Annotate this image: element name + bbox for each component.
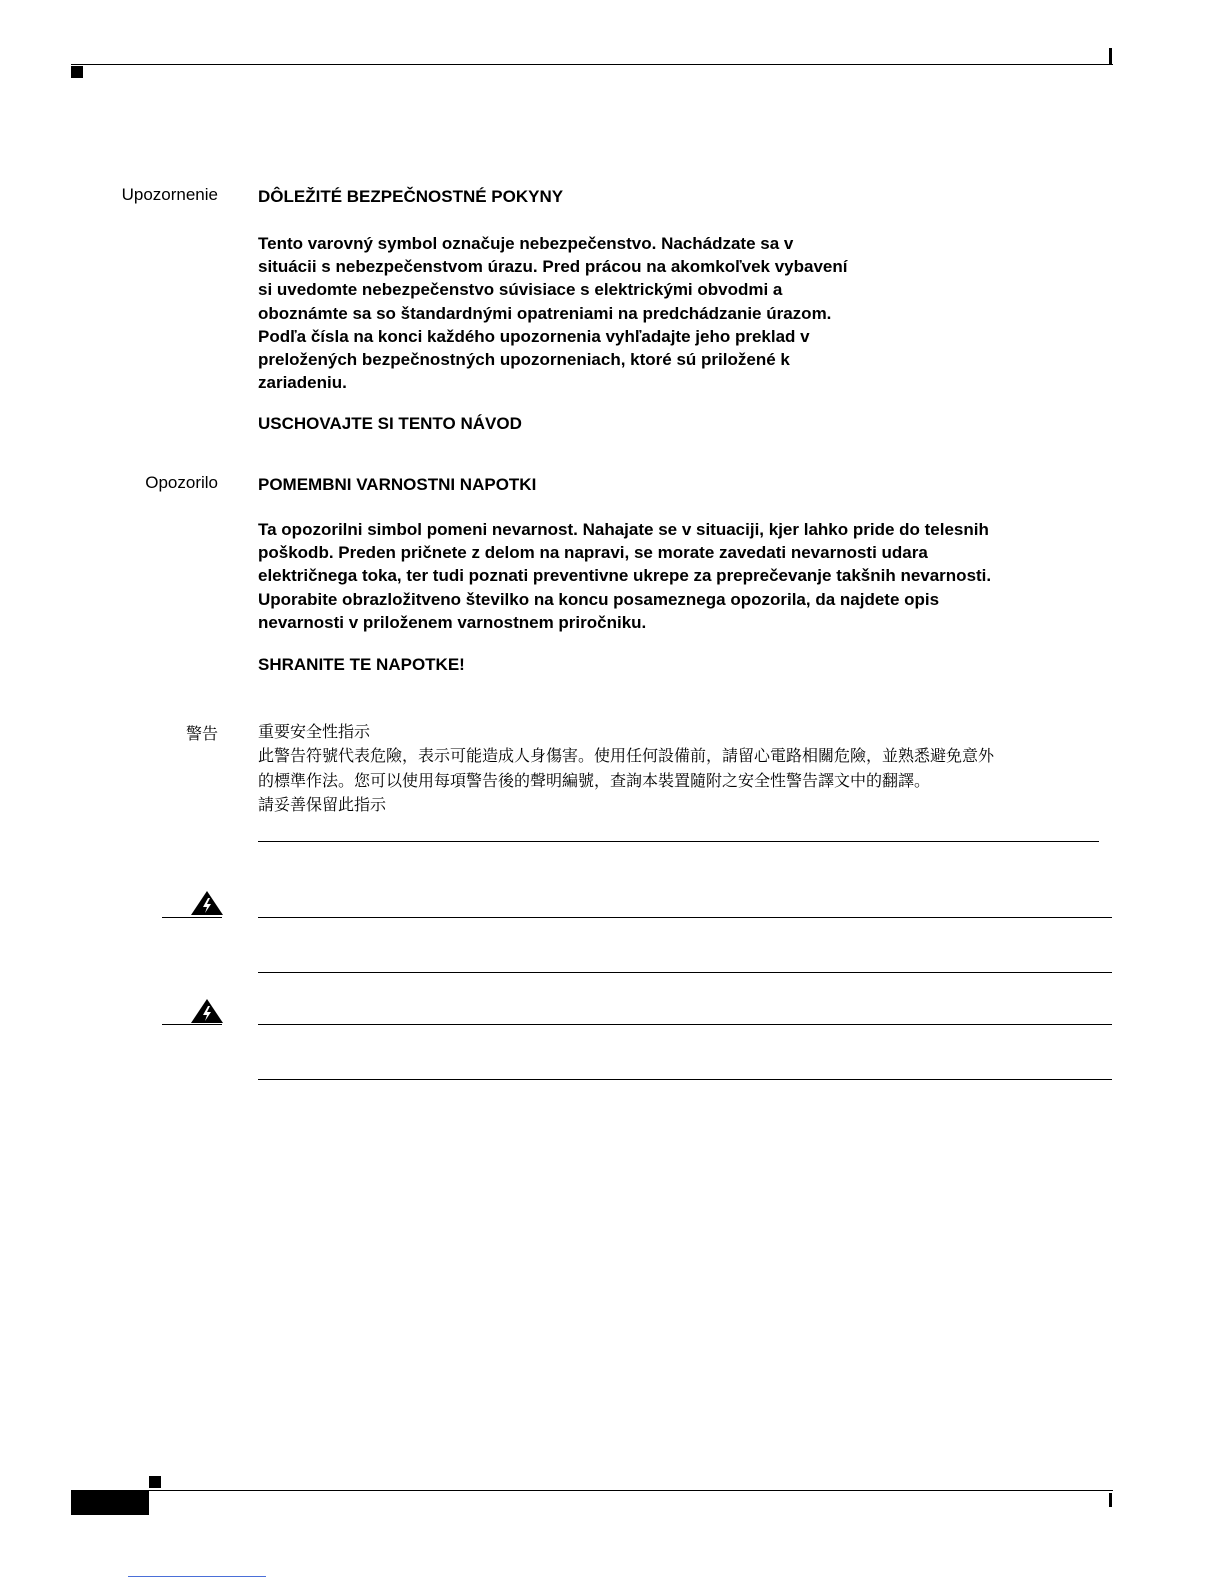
body-line: 此警告符號代表危險，表示可能造成人身傷害。使用任何設備前，請留心電路相關危險，並熟悉避免意外 bbox=[258, 746, 995, 766]
warning-label-rule bbox=[162, 1024, 222, 1025]
body-line: preložených bezpečnostných upozorneniach, ktoré sú priložené k bbox=[258, 350, 790, 370]
header-right-tick bbox=[1109, 48, 1112, 64]
footer-page-tab bbox=[71, 1491, 149, 1515]
body-line: si uvedomte nebezpečenstvo súvisiace s elektrickými obvodmi a bbox=[258, 280, 783, 300]
footer-rule bbox=[71, 1490, 1113, 1491]
body-line: 請妥善保留此指示 bbox=[258, 794, 387, 814]
warning-triangle-icon bbox=[190, 890, 224, 916]
warning-bottom-rule bbox=[258, 1079, 1112, 1080]
footer-right-tick bbox=[1109, 1493, 1112, 1507]
body-line: Tento varovný symbol označuje nebezpečenstvo. Nachádzate sa v bbox=[258, 234, 794, 253]
warning-bottom-rule bbox=[258, 972, 1112, 973]
section-label-slovenian: Opozorilo bbox=[145, 473, 218, 492]
body-line: 重要安全性指示 bbox=[258, 722, 371, 741]
warning-triangle-icon bbox=[190, 998, 224, 1024]
body-line: 的標準作法。您可以使用每項警告後的聲明編號，查詢本裝置隨附之安全性警告譯文中的翻譯。 bbox=[258, 770, 931, 790]
section-footer-slovak: USCHOVAJTE SI TENTO NÁVOD bbox=[258, 414, 522, 433]
section-body-slovenian bbox=[258, 518, 991, 634]
warning-top-rule bbox=[258, 1024, 1112, 1025]
section-footer-slovenian: SHRANITE TE NAPOTKE! bbox=[258, 655, 465, 674]
body-line: nevarnosti v priloženem varnostnem priročniku. bbox=[258, 612, 647, 632]
header-corner-square bbox=[71, 66, 83, 78]
header-rule bbox=[71, 64, 1113, 65]
section-label-slovak: Upozornenie bbox=[121, 185, 218, 204]
section-label-chinese: 警告 bbox=[185, 724, 218, 743]
body-line: Uporabite obrazložitveno številko na koncu posameznega opozorila, da najdete opis bbox=[258, 589, 940, 609]
section-body-slovak bbox=[258, 232, 848, 394]
body-line: Ta opozorilni simbol pomeni nevarnost. Nahajate se v situaciji, kjer lahko pride do telesnih bbox=[258, 520, 989, 539]
body-line: poškodb. Preden pričnete z delom na napravi, se morate zavedati nevarnosti udara bbox=[258, 543, 928, 563]
footer-link-underline bbox=[128, 1576, 266, 1577]
section-body-chinese bbox=[258, 720, 994, 817]
section-heading-slovak: DÔLEŽITÉ BEZPEČNOSTNÉ POKYNY bbox=[258, 187, 564, 206]
body-line: Podľa čísla na konci každého upozornenia vyhľadajte jeho preklad v bbox=[258, 326, 810, 346]
body-line: zariadeniu. bbox=[258, 373, 347, 393]
body-line: električnega toka, ter tudi poznati preventivne ukrepe za preprečevanje takšnih nevarnosti. bbox=[258, 566, 992, 586]
section-divider bbox=[258, 841, 1099, 842]
body-line: oboznámte sa so štandardnými opatreniami na predchádzanie úrazom. bbox=[258, 303, 832, 323]
section-heading-slovenian: POMEMBNI VARNOSTNI NAPOTKI bbox=[258, 475, 537, 494]
footer-tab-square bbox=[149, 1476, 161, 1488]
body-line: situácii s nebezpečenstvom úrazu. Pred prácou na akomkoľvek vybavení bbox=[258, 257, 848, 277]
warning-label-rule bbox=[162, 917, 222, 918]
warning-top-rule bbox=[258, 917, 1112, 918]
